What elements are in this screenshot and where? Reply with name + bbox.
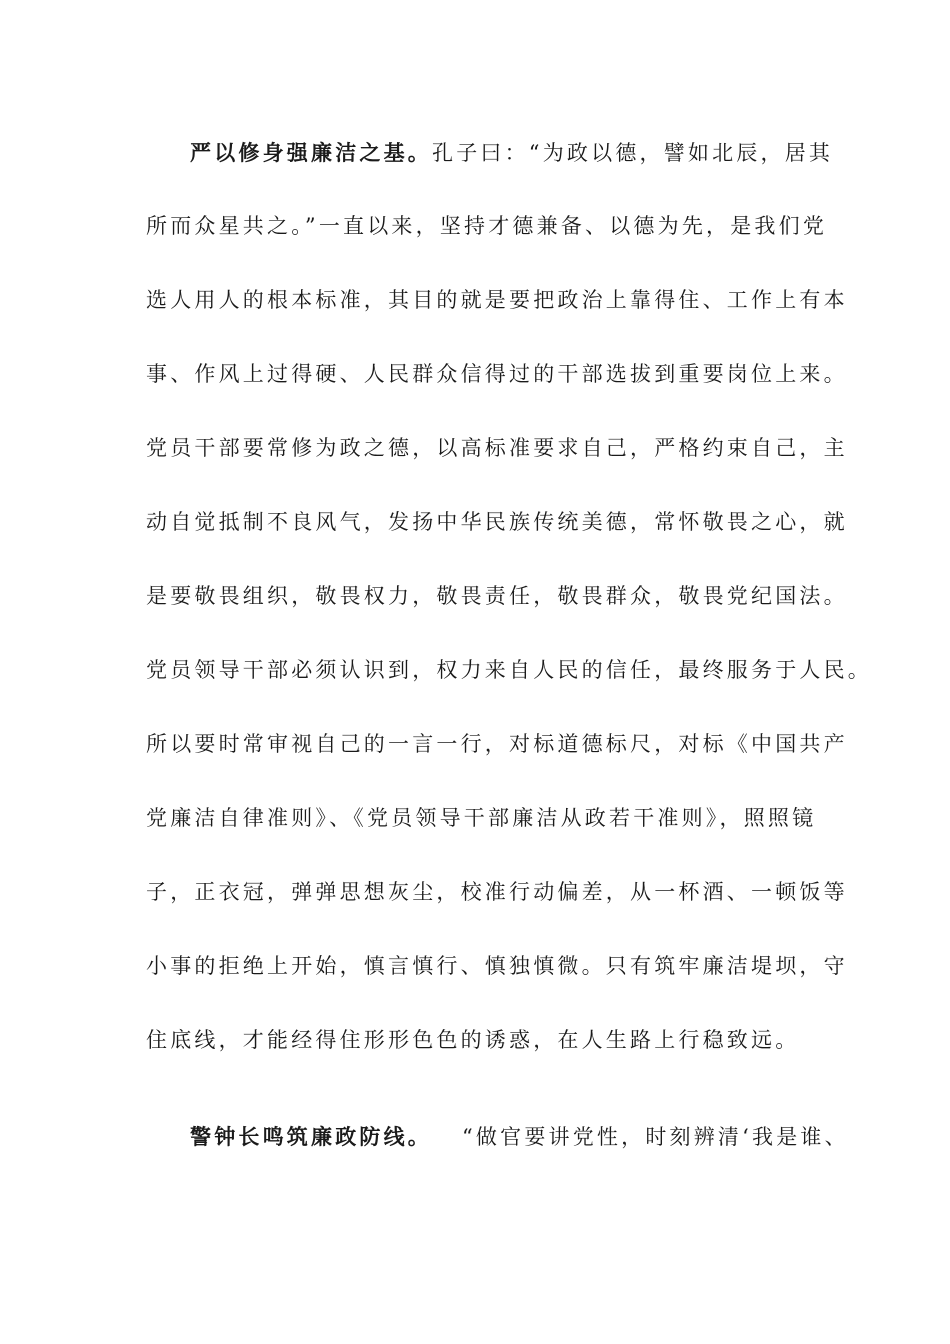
paragraph-2-text: “做官要讲党性，时刻辨清‘我是谁、: [462, 1125, 849, 1149]
paragraph-2-heading: 警钟长鸣筑廉政防线。: [190, 1124, 432, 1149]
paragraph-2-line-1: [190, 1122, 860, 1152]
paragraph-1-line-13: 住底线，才能经得住形形色色的诱惑，在人生路上行稳致远。: [146, 1028, 800, 1052]
paragraph-1-line-1: [190, 138, 860, 168]
paragraph-1-line-9: 所以要时常审视自己的一言一行，对标道德标尺，对标《中国共产: [146, 732, 848, 756]
paragraph-1-line-10: 党廉洁自律准则》、《党员领导干部廉洁从政若干准则》，照照镜: [146, 806, 817, 830]
paragraph-1-line-12: 小事的拒绝上开始，慎言慎行、慎独慎微。只有筑牢廉洁堤坝，守: [146, 954, 848, 978]
paragraph-1-text: 孔子曰：“为政以德，譬如北辰，居其: [432, 141, 834, 165]
paragraph-1-line-2: 所而众星共之。”一直以来，坚持才德兼备、以德为先，是我们党: [146, 214, 828, 238]
paragraph-1-heading: 严以修身强廉洁之基。: [190, 140, 432, 165]
paragraph-1-line-6: 动自觉抵制不良风气，发扬中华民族传统美德，常怀敬畏之心，就: [146, 510, 848, 534]
paragraph-1-line-8: 党员领导干部必须认识到，权力来自人民的信任，最终服务于人民。: [146, 658, 872, 682]
paragraph-1-line-3: 选人用人的根本标准，其目的就是要把政治上靠得住、工作上有本: [146, 288, 848, 312]
paragraph-1-line-11: 子，正衣冠，弹弹思想灰尘，校准行动偏差，从一杯酒、一顿饭等: [146, 880, 848, 904]
paragraph-1-line-7: 是要敬畏组织，敬畏权力，敬畏责任，敬畏群众，敬畏党纪国法。: [146, 584, 848, 608]
paragraph-1-line-4: 事、作风上过得硬、人民群众信得过的干部选拔到重要岗位上来。: [146, 362, 848, 386]
paragraph-1-line-5: 党员干部要常修为政之德，以高标准要求自己，严格约束自己，主: [146, 436, 848, 460]
